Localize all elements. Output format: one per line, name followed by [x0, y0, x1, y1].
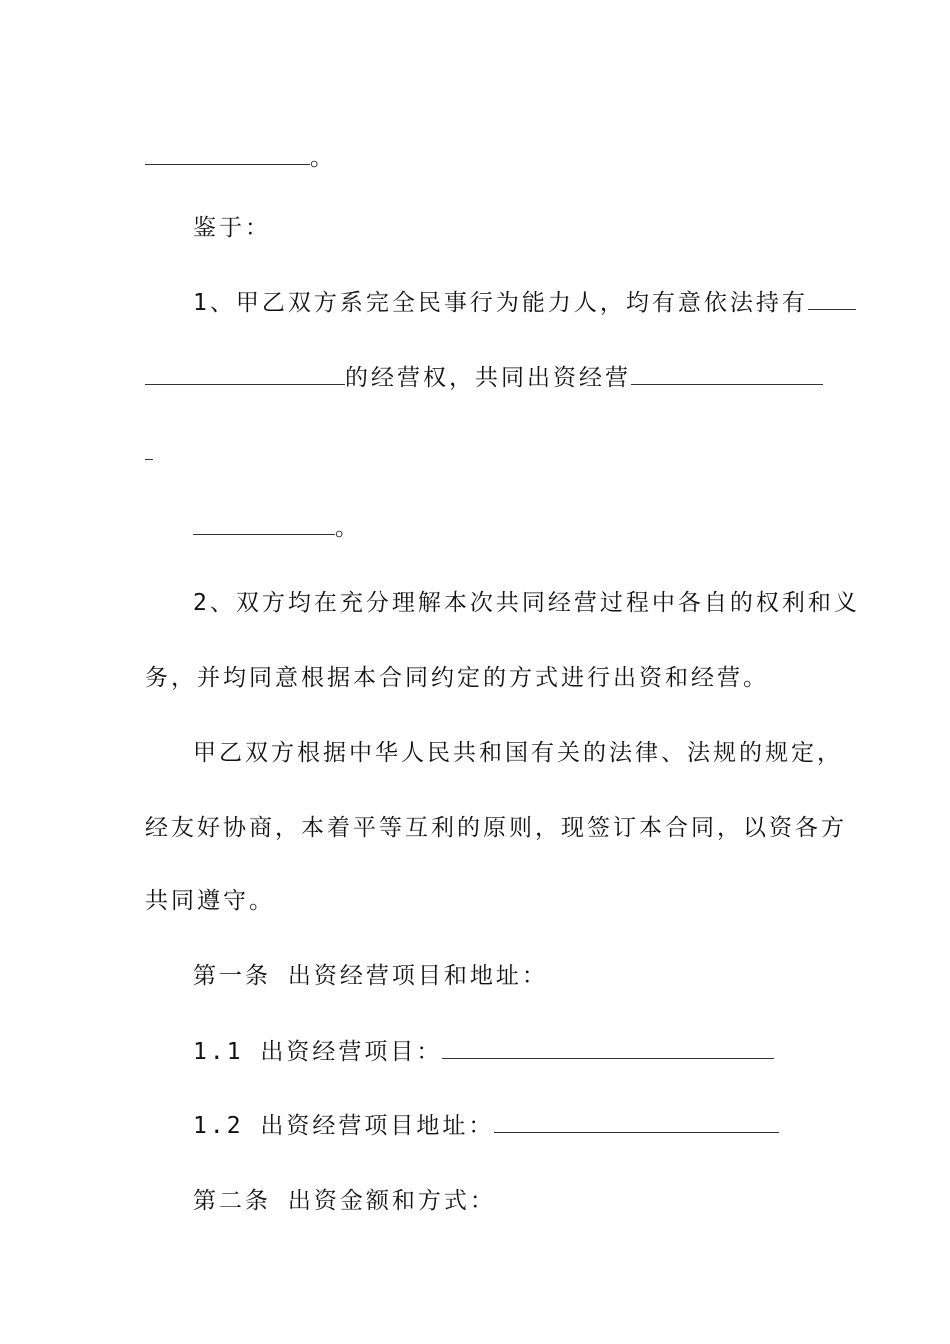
text-line — [145, 143, 336, 173]
text-fragment: 务，并均同意根据本合同约定的方式进行出资和经营。 — [145, 665, 769, 691]
fill-in-blank[interactable] — [193, 514, 335, 535]
text-fragment: 。 — [335, 515, 361, 541]
text-fragment: 的经营权，共同出资经营 — [345, 365, 631, 391]
paragraph-line — [145, 886, 275, 916]
text-fragment: 经友好协商，本着平等互利的原则，现签订本合同，以资各方 — [145, 815, 847, 841]
article-2-title — [193, 1186, 496, 1216]
clause-item-1 — [193, 288, 856, 318]
text-fragment: 1.2 出资经营项目地址： — [193, 1113, 495, 1139]
paragraph-line — [145, 813, 847, 843]
text-fragment: 2、双方均在充分理解本次共同经营过程中各自的权利和义 — [193, 590, 860, 616]
text-fragment: 第一条 出资经营项目和地址： — [193, 963, 548, 989]
fill-in-blank[interactable] — [145, 144, 310, 165]
text-fragment: 1、甲乙双方系完全民事行为能力人，均有意依法持有 — [193, 290, 808, 316]
text-fragment: 。 — [310, 145, 336, 171]
text-line — [193, 513, 361, 543]
text-line — [145, 438, 153, 468]
text-fragment: 共同遵守。 — [145, 888, 275, 914]
clause-item-2-cont — [145, 663, 769, 693]
text-fragment: 1.1 出资经营项目： — [193, 1039, 443, 1065]
text-fragment: 甲乙双方根据中华人民共和国有关的法律、法规的规定， — [193, 740, 843, 766]
fill-in-blank[interactable] — [631, 364, 823, 385]
fill-in-blank[interactable] — [808, 289, 856, 310]
text-fragment: 第二条 出资金额和方式： — [193, 1188, 496, 1214]
fill-in-blank[interactable] — [145, 439, 153, 460]
fill-in-blank[interactable] — [494, 1112, 779, 1133]
article-1-title — [193, 961, 548, 991]
fill-in-blank[interactable] — [442, 1038, 774, 1059]
clause-item-2 — [193, 588, 860, 618]
fill-in-blank[interactable] — [145, 364, 345, 385]
whereas-heading — [193, 213, 271, 243]
clause-1-2 — [193, 1111, 779, 1141]
clause-1-1 — [193, 1037, 774, 1067]
text-fragment: 鉴于： — [193, 215, 271, 241]
paragraph-line — [193, 738, 843, 768]
clause-item-1-cont — [145, 363, 823, 393]
